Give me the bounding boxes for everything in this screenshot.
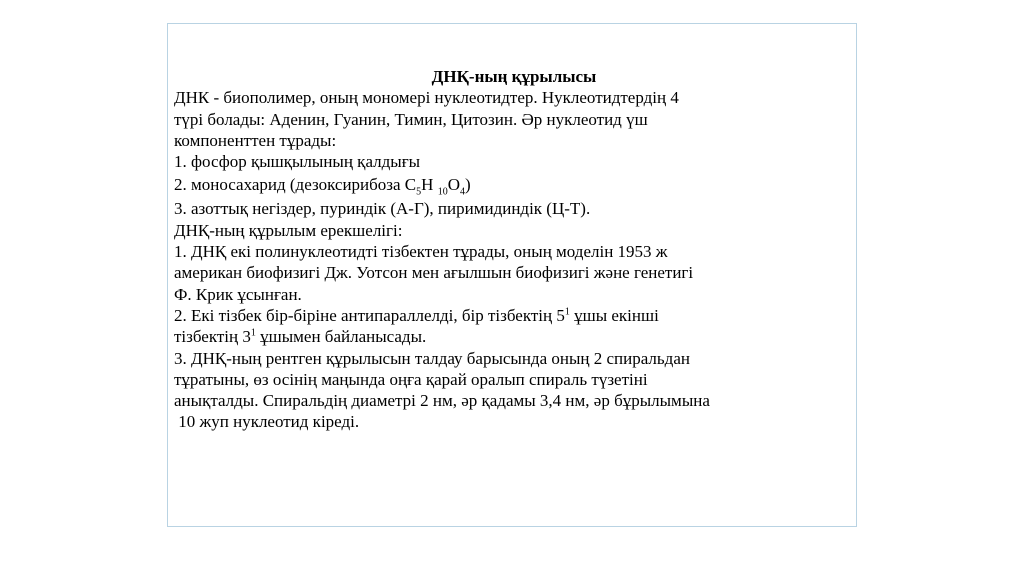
feature3-line: 10 жуп нуклеотид кіреді. [174, 412, 360, 432]
document-title: ДНҚ-ның құрылысы [431, 67, 597, 86]
superscript-3: 1 [250, 327, 256, 339]
document-body [174, 66, 864, 433]
superscript-5: 1 [564, 306, 570, 318]
feature2-line-2-end: ұшымен байланысады. [255, 327, 427, 347]
intro-line: түрі болады: Аденин, Гуанин, Тимин, Цитозин. Әр нуклеотид үш [174, 109, 648, 129]
feature2-line-1 [174, 305, 864, 326]
feature1-line: Ф. Крик ұсынған. [174, 284, 302, 304]
feature2-line-1-end: ұшы екінші [569, 305, 659, 325]
subscript-o: 4 [459, 186, 465, 198]
formula-o: О [447, 175, 460, 195]
component-item-2-text: 2. моносахарид (дезоксирибоза С [174, 175, 417, 195]
feature3-line: тұратыны, өз осінің маңында оңға қарай оралып спираль түзетіні [174, 369, 648, 389]
component-item-3: 3. азоттық негіздер, пуриндік (А-Г), пиримидиндік (Ц-Т). [174, 199, 591, 219]
component-item-2 [174, 172, 864, 198]
formula-h: Н [421, 175, 438, 195]
intro-line: ДНК - биополимер, оның мономері нуклеотидтер. Нуклеотидтердің 4 [174, 88, 679, 108]
feature3-line: анықталды. Спиральдің диаметрі 2 нм, әр қадамы 3,4 нм, әр бұрылымына [174, 391, 710, 411]
component-item-1: 1. фосфор қышқылының қалдығы [174, 152, 421, 172]
subscript-h: 10 [437, 186, 448, 198]
feature2-line-1-text: 2. Екі тізбек бір-біріне антипараллелді, бір тізбектің 5 [174, 305, 565, 325]
feature3-line: 3. ДНҚ-ның рентген құрылысын талдау барысында оның 2 спиральдан [174, 348, 690, 368]
subscript-c: 5 [416, 186, 422, 198]
feature2-line-2-text: тізбектің 3 [174, 327, 251, 347]
feature1-line: американ биофизигі Дж. Уотсон мен ағылшын биофизигі және генетигі [174, 263, 694, 283]
feature2-line-2 [174, 326, 864, 347]
feature1-line: 1. ДНҚ екі полинуклеотидті тізбектен тұрады, оның моделін 1953 ж [174, 242, 668, 262]
intro-line: компоненттен тұрады: [174, 130, 337, 150]
features-heading: ДНҚ-ның құрылым ерекшелігі: [174, 220, 403, 240]
formula-close: ) [464, 175, 471, 195]
